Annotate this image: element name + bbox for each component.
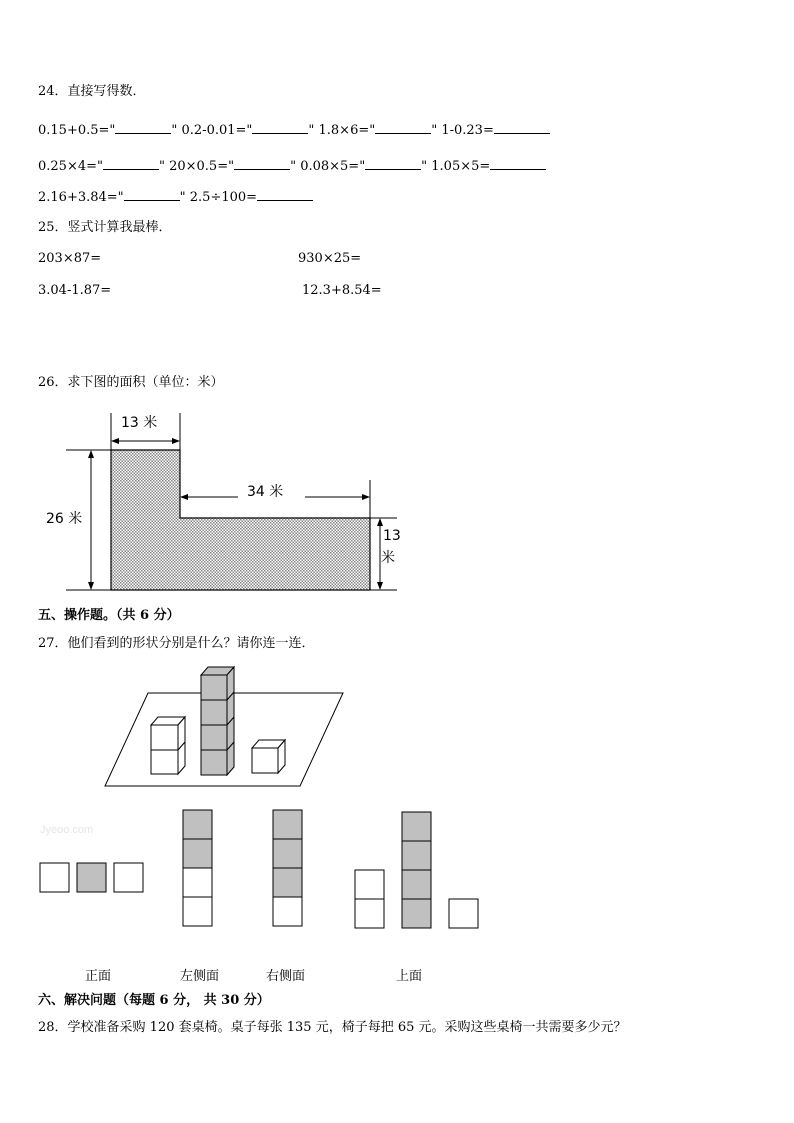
q24-expr: " 1.05×5= (421, 159, 491, 174)
section-6-title: 六、解决问题（每题 6 分， 共 30 分） (38, 993, 270, 1008)
q24-expr: " 20×0.5=" (158, 159, 235, 174)
watermark: Jyeoo.com (40, 824, 94, 836)
view-option-1 (40, 863, 143, 892)
q25-title: 25．竖式计算我最棒． (38, 220, 172, 235)
q26-title: 26．求下图的面积（单位：米） (38, 375, 224, 390)
q24-expr: 0.15+0.5=" (38, 123, 116, 138)
q25-item: 930×25= (298, 251, 362, 266)
q24-expr: " 1-0.23= (431, 123, 494, 138)
dim-label-right-unit: 米 (381, 550, 395, 566)
view-option-3 (273, 810, 302, 926)
q28-text: 28．学校准备采购 120 套桌椅。桌子每张 135 元，椅子每把 65 元。采购这些桌椅一共需要多少元？ (38, 1020, 627, 1035)
q25-item: 203×87= (38, 251, 102, 266)
dim-label-right-num: 13 (383, 528, 401, 544)
dim-label-inner: 34 米 (247, 484, 284, 500)
q25-item: 12.3+8.54= (302, 283, 382, 298)
l-shape (111, 450, 370, 590)
view-option-2 (183, 810, 212, 926)
view-label-right: 右侧面 (266, 969, 306, 984)
view-option-4 (355, 812, 478, 928)
dim-label-height: 26 米 (46, 511, 83, 527)
q24-expr: " 0.08×5=" (290, 159, 366, 174)
view-label-front: 正面 (85, 969, 112, 984)
q24-expr: 2.16+3.84=" (38, 190, 124, 205)
view-label-left: 左侧面 (180, 969, 220, 984)
q24-expr: " 1.8×6=" (308, 123, 376, 138)
q27-title: 27．他们看到的形状分别是什么？请你连一连． (38, 636, 315, 651)
q24-expr: 0.25×4=" (38, 159, 103, 174)
q24-expr: " 2.5÷100= (179, 190, 258, 205)
cube-scene (105, 667, 343, 786)
view-label-top: 上面 (396, 969, 423, 984)
section-5-title: 五、操作题。（共 6 分） (38, 608, 180, 623)
dim-label-top: 13 米 (121, 415, 158, 431)
q24-expr: " 0.2-0.01=" (171, 123, 253, 138)
q24-title: 24．直接写得数． (38, 84, 146, 99)
q25-item: 3.04-1.87= (38, 283, 112, 298)
